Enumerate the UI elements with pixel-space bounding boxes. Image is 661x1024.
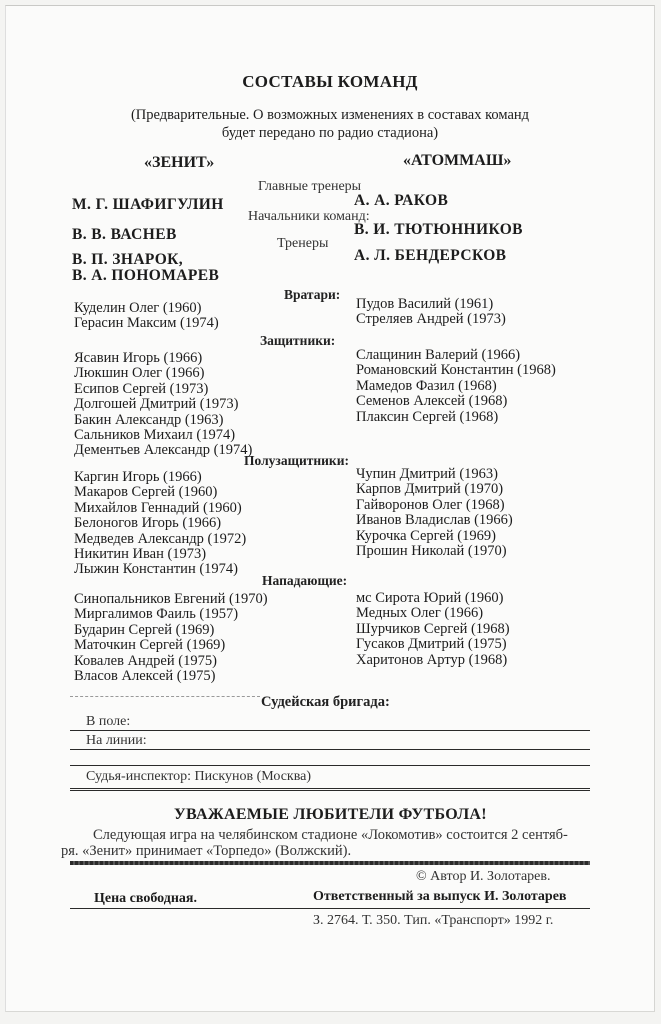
player-item: Люкшин Олег (1966) — [74, 365, 205, 382]
player-item: Медведев Александр (1972) — [74, 530, 247, 547]
section-goalkeepers: Вратари: — [284, 287, 341, 302]
player-item: Ковалев Андрей (1975) — [74, 652, 217, 669]
player-item: Каргин Игорь (1966) — [74, 469, 202, 485]
player-item: Миргалимов Фаиль (1957) — [74, 606, 239, 623]
referee-line-line — [70, 749, 590, 750]
player-item: Есипов Сергей (1973) — [74, 380, 209, 397]
coach-home-1: В. П. ЗНАРОК, — [72, 251, 184, 268]
announcement-line1: Следующая игра на челябинском стадионе «Локомотив» состоится 2 сентяб- — [93, 827, 568, 843]
lineup-note-line1: (Предварительные. О возможных изменениях в составах команд — [130, 107, 530, 123]
section-forwards: Нападающие: — [262, 573, 348, 588]
price-note: Цена свободная. — [94, 891, 197, 906]
player-item: мс Сирота Юрий (1960) — [356, 590, 504, 606]
goalkeepers-away-list — [356, 297, 506, 328]
divider-thick — [70, 788, 590, 791]
player-item: Пудов Василий (1961) — [356, 296, 494, 312]
player-item: Семенов Алексей (1968) — [356, 393, 508, 410]
divider — [70, 696, 260, 697]
player-item: Куделин Олег (1960) — [74, 300, 202, 316]
player-item: Лыжин Константин (1974) — [74, 561, 238, 578]
player-item: Курочка Сергей (1969) — [356, 527, 496, 544]
forwards-home-list — [74, 592, 268, 684]
referee-inspector: Судья-инспектор: Пискунов (Москва) — [86, 769, 312, 784]
referee-extra-line — [70, 765, 590, 766]
lineup-note-line2: будет передано по радио стадиона) — [221, 125, 439, 141]
midfielders-away-list — [356, 467, 513, 559]
player-item: Михайлов Геннадий (1960) — [74, 499, 242, 516]
referee-field-label: В поле: — [86, 714, 131, 729]
player-item: Карпов Дмитрий (1970) — [356, 481, 504, 498]
player-item: Гусаков Дмитрий (1975) — [356, 636, 507, 653]
page-title: СОСТАВЫ КОМАНД — [242, 72, 418, 91]
player-item: Гайворонов Олег (1968) — [356, 496, 505, 513]
head-coach-away: А. А. РАКОВ — [354, 192, 449, 209]
player-item: Бакин Александр (1963) — [74, 411, 224, 428]
announcement-title: УВАЖАЕМЫЕ ЛЮБИТЕЛИ ФУТБОЛА! — [174, 806, 487, 823]
coach-home-2: В. А. ПОНОМАРЕВ — [72, 267, 220, 284]
player-item: Мамедов Фазил (1968) — [356, 377, 497, 394]
team-chief-away: В. И. ТЮТЮННИКОВ — [354, 221, 523, 238]
player-item: Дементьев Александр (1974) — [74, 442, 253, 459]
announcement-line2: ря. «Зенит» принимает «Торпедо» (Волжский). — [61, 843, 352, 859]
footer-divider — [70, 908, 590, 909]
player-item: Макаров Сергей (1960) — [74, 484, 218, 501]
player-item: Прошин Николай (1970) — [356, 543, 507, 560]
divider-wavy — [70, 861, 590, 865]
team-away-name: «АТОММАШ» — [403, 152, 512, 169]
player-item: Герасин Максим (1974) — [74, 315, 219, 332]
player-item: Чупин Дмитрий (1963) — [356, 466, 498, 482]
section-defenders: Защитники: — [260, 333, 336, 348]
referees-label: Судейская бригада: — [261, 694, 390, 710]
team-chief-home: В. В. ВАСНЕВ — [72, 226, 177, 243]
author-credit: © Автор И. Золотарев. — [416, 869, 551, 884]
section-midfielders: Полузащитники: — [244, 453, 349, 468]
referee-line-label: На линии: — [86, 733, 147, 748]
player-item: Слащинин Валерий (1966) — [356, 347, 521, 363]
head-coaches-label: Главные тренеры — [258, 179, 362, 194]
team-chiefs-label: Начальники команд: — [248, 209, 370, 224]
midfielders-home-list — [74, 470, 246, 578]
player-item: Стреляев Андрей (1973) — [356, 311, 506, 328]
player-item: Медных Олег (1966) — [356, 605, 484, 622]
goalkeepers-home-list — [74, 301, 219, 332]
player-item: Шурчиков Сергей (1968) — [356, 620, 510, 637]
player-item: Власов Алексей (1975) — [74, 668, 216, 685]
player-item: Синопальников Евгений (1970) — [74, 591, 268, 607]
player-item: Белоногов Игорь (1966) — [74, 515, 222, 532]
player-item: Сальников Михаил (1974) — [74, 427, 236, 444]
player-item: Плаксин Сергей (1968) — [356, 408, 499, 425]
player-item: Харитонов Артур (1968) — [356, 651, 508, 668]
defenders-home-list — [74, 351, 252, 459]
head-coach-home: М. Г. ШАФИГУЛИН — [72, 196, 224, 213]
coach-away: А. Л. БЕНДЕРСКОВ — [354, 247, 507, 264]
team-home-name: «ЗЕНИТ» — [144, 154, 215, 171]
player-item: Долгошей Дмитрий (1973) — [74, 396, 239, 413]
coaches-label: Тренеры — [277, 236, 329, 251]
print-info: З. 2764. Т. 350. Тип. «Транспорт» 1992 г. — [313, 913, 554, 928]
player-item: Никитин Иван (1973) — [74, 546, 207, 563]
player-item: Романовский Константин (1968) — [356, 362, 556, 379]
forwards-away-list — [356, 591, 510, 668]
player-item: Иванов Владислав (1966) — [356, 512, 513, 529]
defenders-away-list — [356, 348, 556, 425]
player-item: Маточкин Сергей (1969) — [74, 637, 226, 654]
player-item: Ясавин Игорь (1966) — [74, 350, 203, 366]
referee-field-line — [70, 730, 590, 731]
player-item: Бударин Сергей (1969) — [74, 621, 215, 638]
responsible-editor: Ответственный за выпуск И. Золотарев — [313, 889, 567, 904]
program-page — [5, 5, 655, 1012]
